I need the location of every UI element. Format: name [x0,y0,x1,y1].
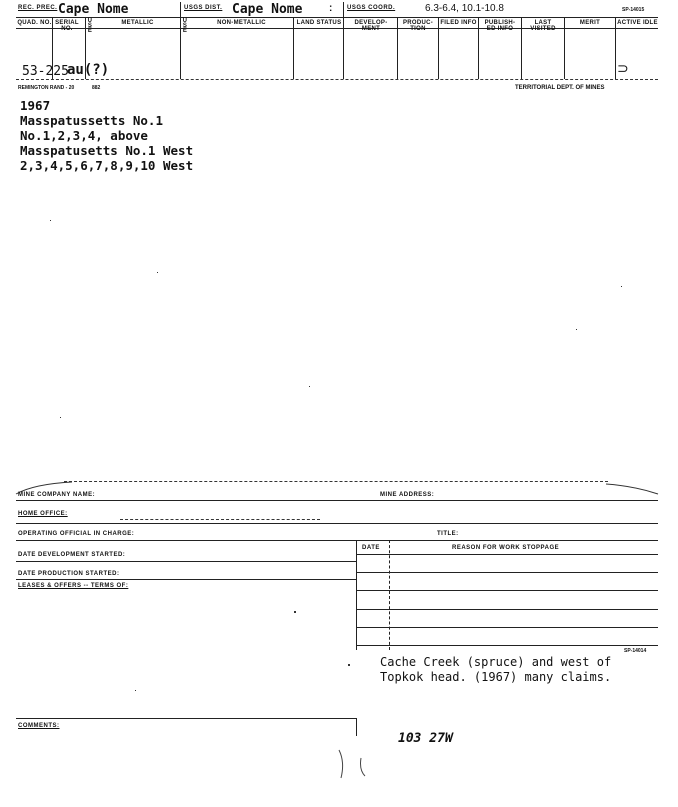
col-development: DEVELOP- MENT [354,20,388,32]
corner-curve [604,480,660,496]
col-use-nonmetallic: U S E [182,18,188,34]
comments-label: COMMENTS: [18,723,60,729]
usgs-coord-value: 6.3-6.4, 10.1-10.8 [425,3,504,14]
col-quad-no: QUAD. NO. [17,20,52,26]
col-nonmetallic: NON-METALLIC [217,20,266,26]
col-published-info: PUBLISH- ED INFO [484,20,516,32]
date-col-label: DATE [362,545,380,551]
location-note-line: Cache Creek (spruce) and west of [380,655,612,669]
home-office-label: HOME OFFICE: [18,511,68,517]
serial-value: 53-225 [22,64,69,79]
col-serial-no: SERIAL NO. [55,20,79,32]
handwritten-code: 103 27W [398,731,453,746]
form-number-2: SP-14014 [624,648,647,654]
note-line: Masspatusetts No.1 West [20,143,194,158]
usgs-coord-label: USGS COORD. [347,5,396,11]
col-production: PRODUC- TION [402,20,434,32]
leases-label: LEASES & OFFERS -- TERMS OF: [18,583,129,589]
agency-label: TERRITORIAL DEPT. OF MINES [515,85,605,91]
printer-label: REMINGTON RAND - 20 [18,85,75,91]
form-number: SP-14015 [622,7,645,13]
active-mark: ⊃ [617,60,629,76]
note-line: 1967 [20,98,51,113]
note-line: No.1,2,3,4, above [20,128,148,143]
note-line: 2,3,4,5,6,7,8,9,10 West [20,158,194,173]
col-last-visited: LAST VISITED [530,20,556,32]
col-metallic: METALLIC [121,20,154,26]
usgs-dist-label: USGS DIST. [184,5,223,11]
printer-code: 882 [92,85,101,91]
pen-mark [335,748,375,798]
reason-col-label: REASON FOR WORK STOPPAGE [452,545,560,551]
mine-company-name-label: MINE COMPANY NAME: [18,492,96,498]
usgs-dist-value: Cape Nome [232,2,303,17]
metallic-value: au(?) [67,62,110,78]
col-merit: MERIT [579,20,601,26]
location-note-line: Topkok head. (1967) many claims. [380,670,612,684]
date-development-label: DATE DEVELOPMENT STARTED: [18,552,126,558]
col-land-status: LAND STATUS [296,20,342,26]
operating-official-label: OPERATING OFFICIAL IN CHARGE: [18,531,135,537]
date-production-label: DATE PRODUCTION STARTED: [18,571,120,577]
col-use-metallic: U S E [87,18,93,34]
rec-prec-label: REC. PREC. [18,5,58,11]
col-active-idle: ACTIVE IDLE [617,20,658,26]
note-line: Masspatussetts No.1 [20,113,163,128]
title-label: TITLE: [437,531,459,537]
rec-prec-value: Cape Nome [58,2,129,17]
col-filed-info: FILED INFO [440,20,477,26]
mine-address-label: MINE ADDRESS: [380,492,435,498]
